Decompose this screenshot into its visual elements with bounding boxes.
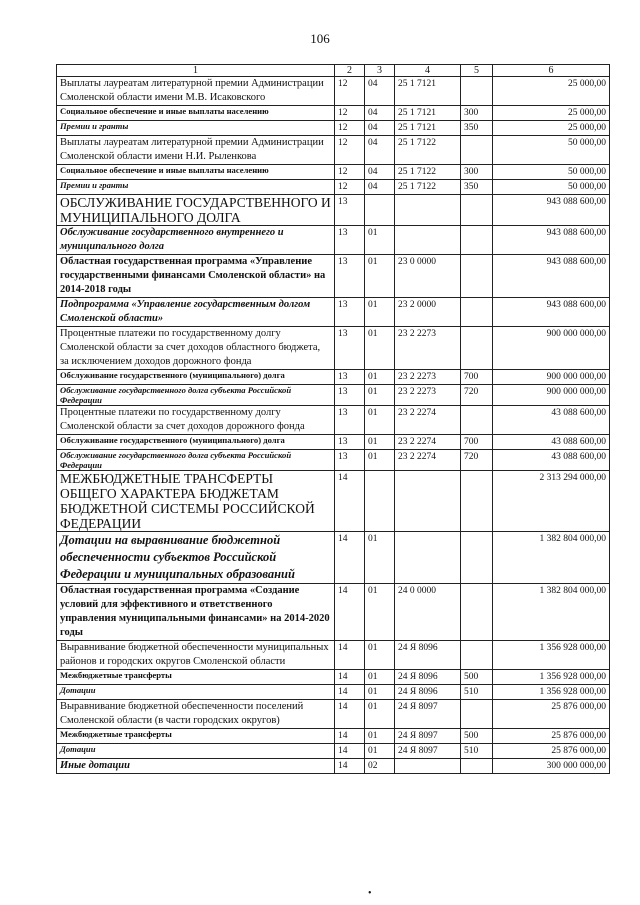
section-code-cell: 13 [335, 450, 365, 471]
target-article-cell [395, 471, 461, 532]
subsection-code-cell [365, 195, 395, 226]
expense-type-cell [461, 226, 493, 255]
budget-table [56, 64, 610, 774]
subsection-code-cell: 01 [365, 435, 395, 450]
target-article-cell: 25 1 7122 [395, 180, 461, 195]
column-header: 5 [461, 65, 493, 77]
subsection-code-cell: 04 [365, 165, 395, 180]
row-name-cell: Обслуживание государственного (муниципального) долга [57, 435, 335, 450]
expense-type-cell [461, 759, 493, 774]
amount-cell: 900 000 000,00 [493, 327, 610, 370]
section-code-cell: 13 [335, 370, 365, 385]
amount-cell: 943 088 600,00 [493, 226, 610, 255]
expense-type-cell [461, 255, 493, 298]
target-article-cell [395, 195, 461, 226]
target-article-cell: 25 1 7121 [395, 77, 461, 106]
section-code-cell: 14 [335, 641, 365, 670]
amount-cell: 943 088 600,00 [493, 195, 610, 226]
row-name-cell: Подпрограмма «Управление государственным долгом Смоленской области» [57, 298, 335, 327]
table-row [57, 471, 610, 532]
subsection-code-cell: 01 [365, 744, 395, 759]
section-code-cell: 14 [335, 670, 365, 685]
expense-type-cell: 510 [461, 744, 493, 759]
section-code-cell: 13 [335, 195, 365, 226]
row-name-cell: Социальное обеспечение и иные выплаты населению [57, 165, 335, 180]
target-article-cell: 24 Я 8096 [395, 685, 461, 700]
amount-cell: 900 000 000,00 [493, 370, 610, 385]
amount-cell: 50 000,00 [493, 180, 610, 195]
target-article-cell [395, 532, 461, 584]
expense-type-cell: 700 [461, 435, 493, 450]
footer-mark: • [368, 888, 372, 899]
expense-type-cell [461, 471, 493, 532]
subsection-code-cell: 02 [365, 759, 395, 774]
table-row [57, 77, 610, 106]
amount-cell: 50 000,00 [493, 136, 610, 165]
table-row [57, 136, 610, 165]
section-code-cell: 13 [335, 435, 365, 450]
table-row [57, 370, 610, 385]
row-name-cell: Областная государственная программа «Управление государственными финансами Смоленской области» на 2014-2018 годы [57, 255, 335, 298]
target-article-cell: 23 2 2274 [395, 450, 461, 471]
row-name-cell: Премии и гранты [57, 121, 335, 136]
expense-type-cell [461, 406, 493, 435]
expense-type-cell [461, 700, 493, 729]
table-row [57, 729, 610, 744]
subsection-code-cell: 04 [365, 121, 395, 136]
target-article-cell: 24 0 0000 [395, 584, 461, 641]
section-code-cell: 13 [335, 406, 365, 435]
column-header: 6 [493, 65, 610, 77]
section-code-cell: 13 [335, 385, 365, 406]
subsection-code-cell: 01 [365, 298, 395, 327]
amount-cell: 25 876 000,00 [493, 744, 610, 759]
expense-type-cell: 500 [461, 729, 493, 744]
target-article-cell: 25 1 7121 [395, 106, 461, 121]
target-article-cell: 23 2 2274 [395, 435, 461, 450]
expense-type-cell [461, 641, 493, 670]
amount-cell: 25 876 000,00 [493, 729, 610, 744]
table-row [57, 165, 610, 180]
expense-type-cell: 300 [461, 106, 493, 121]
expense-type-cell: 300 [461, 165, 493, 180]
amount-cell: 25 000,00 [493, 106, 610, 121]
amount-cell: 1 382 804 000,00 [493, 532, 610, 584]
table-row [57, 180, 610, 195]
table-row [57, 670, 610, 685]
subsection-code-cell: 01 [365, 729, 395, 744]
target-article-cell: 24 Я 8096 [395, 670, 461, 685]
row-name-cell: Областная государственная программа «Создание условий для эффективного и ответственного управления муниципальными финансами» на 2014-2020 годы [57, 584, 335, 641]
expense-type-cell: 720 [461, 450, 493, 471]
target-article-cell: 25 1 7122 [395, 136, 461, 165]
expense-type-cell: 500 [461, 670, 493, 685]
row-name-cell: Обслуживание государственного внутреннего и муниципального долга [57, 226, 335, 255]
section-code-cell: 12 [335, 165, 365, 180]
amount-cell: 943 088 600,00 [493, 298, 610, 327]
row-name-cell: Обслуживание государственного (муниципального) долга [57, 370, 335, 385]
row-name-cell: Процентные платежи по государственному долгу Смоленской области за счет доходов областного бюджета, за исключением доходов дорожного фонда [57, 327, 335, 370]
amount-cell: 25 000,00 [493, 77, 610, 106]
amount-cell: 300 000 000,00 [493, 759, 610, 774]
expense-type-cell: 350 [461, 121, 493, 136]
subsection-code-cell [365, 471, 395, 532]
target-article-cell: 25 1 7121 [395, 121, 461, 136]
amount-cell: 1 356 928 000,00 [493, 670, 610, 685]
amount-cell: 900 000 000,00 [493, 385, 610, 406]
table-row [57, 195, 610, 226]
row-name-cell: Межбюджетные трансферты [57, 729, 335, 744]
subsection-code-cell: 01 [365, 370, 395, 385]
row-name-cell: Выравнивание бюджетной обеспеченности муниципальных районов и городских округов Смоленской области [57, 641, 335, 670]
subsection-code-cell: 04 [365, 77, 395, 106]
subsection-code-cell: 01 [365, 584, 395, 641]
table-row [57, 298, 610, 327]
section-code-cell: 14 [335, 532, 365, 584]
target-article-cell: 23 2 0000 [395, 298, 461, 327]
expense-type-cell [461, 298, 493, 327]
column-header: 3 [365, 65, 395, 77]
subsection-code-cell: 04 [365, 106, 395, 121]
section-code-cell: 14 [335, 700, 365, 729]
table-row [57, 685, 610, 700]
table-row [57, 759, 610, 774]
section-code-cell: 14 [335, 744, 365, 759]
subsection-code-cell: 01 [365, 255, 395, 298]
section-code-cell: 12 [335, 121, 365, 136]
section-code-cell: 12 [335, 136, 365, 165]
row-name-cell: ОБСЛУЖИВАНИЕ ГОСУДАРСТВЕННОГО И МУНИЦИПАЛЬНОГО ДОЛГА [57, 195, 335, 226]
section-code-cell: 12 [335, 77, 365, 106]
row-name-cell: Социальное обеспечение и иные выплаты населению [57, 106, 335, 121]
subsection-code-cell: 01 [365, 670, 395, 685]
amount-cell: 1 356 928 000,00 [493, 685, 610, 700]
section-code-cell: 14 [335, 471, 365, 532]
amount-cell: 2 313 294 000,00 [493, 471, 610, 532]
row-name-cell: МЕЖБЮДЖЕТНЫЕ ТРАНСФЕРТЫ ОБЩЕГО ХАРАКТЕРА БЮДЖЕТАМ БЮДЖЕТНОЙ СИСТЕМЫ РОССИЙСКОЙ ФЕДЕРАЦИИ [57, 471, 335, 532]
expense-type-cell [461, 584, 493, 641]
section-code-cell: 14 [335, 685, 365, 700]
row-name-cell: Иные дотации [57, 759, 335, 774]
expense-type-cell [461, 77, 493, 106]
expense-type-cell [461, 195, 493, 226]
section-code-cell: 14 [335, 759, 365, 774]
target-article-cell: 25 1 7122 [395, 165, 461, 180]
table-row [57, 406, 610, 435]
amount-cell: 943 088 600,00 [493, 255, 610, 298]
amount-cell: 1 356 928 000,00 [493, 641, 610, 670]
subsection-code-cell: 01 [365, 700, 395, 729]
subsection-code-cell: 04 [365, 136, 395, 165]
section-code-cell: 14 [335, 584, 365, 641]
row-name-cell: Выравнивание бюджетной обеспеченности поселений Смоленской области (в части городских округов) [57, 700, 335, 729]
row-name-cell: Выплаты лауреатам литературной премии Администрации Смоленской области имени М.В. Исаковского [57, 77, 335, 106]
row-name-cell: Межбюджетные трансферты [57, 670, 335, 685]
section-code-cell: 13 [335, 327, 365, 370]
section-code-cell: 13 [335, 255, 365, 298]
table-row [57, 106, 610, 121]
target-article-cell [395, 226, 461, 255]
target-article-cell: 24 Я 8096 [395, 641, 461, 670]
table-row [57, 255, 610, 298]
amount-cell: 25 876 000,00 [493, 700, 610, 729]
row-name-cell: Выплаты лауреатам литературной премии Администрации Смоленской области имени Н.И. Рыленкова [57, 136, 335, 165]
table-row [57, 327, 610, 370]
table-row [57, 744, 610, 759]
section-code-cell: 12 [335, 106, 365, 121]
target-article-cell: 24 Я 8097 [395, 700, 461, 729]
subsection-code-cell: 01 [365, 226, 395, 255]
expense-type-cell: 350 [461, 180, 493, 195]
subsection-code-cell: 01 [365, 385, 395, 406]
column-header: 4 [395, 65, 461, 77]
expense-type-cell [461, 136, 493, 165]
subsection-code-cell: 01 [365, 641, 395, 670]
target-article-cell: 24 Я 8097 [395, 744, 461, 759]
target-article-cell: 23 2 2273 [395, 385, 461, 406]
target-article-cell: 23 2 2274 [395, 406, 461, 435]
subsection-code-cell: 04 [365, 180, 395, 195]
table-row [57, 700, 610, 729]
table-row [57, 435, 610, 450]
table-header-row [57, 65, 610, 77]
expense-type-cell [461, 532, 493, 584]
expense-type-cell: 720 [461, 385, 493, 406]
table-row [57, 450, 610, 471]
target-article-cell: 23 2 2273 [395, 370, 461, 385]
expense-type-cell: 510 [461, 685, 493, 700]
amount-cell: 50 000,00 [493, 165, 610, 180]
amount-cell: 43 088 600,00 [493, 450, 610, 471]
row-name-cell: Обслуживание государственного долга субъекта Российской Федерации [57, 385, 335, 406]
section-code-cell: 12 [335, 180, 365, 195]
amount-cell: 43 088 600,00 [493, 406, 610, 435]
row-name-cell: Дотации [57, 744, 335, 759]
row-name-cell: Дотации на выравнивание бюджетной обеспеченности субъектов Российской Федерации и муниципальных образований [57, 532, 335, 584]
subsection-code-cell: 01 [365, 327, 395, 370]
subsection-code-cell: 01 [365, 532, 395, 584]
subsection-code-cell: 01 [365, 685, 395, 700]
target-article-cell: 24 Я 8097 [395, 729, 461, 744]
section-code-cell: 13 [335, 226, 365, 255]
expense-type-cell: 700 [461, 370, 493, 385]
table-row [57, 121, 610, 136]
row-name-cell: Обслуживание государственного долга субъекта Российской Федерации [57, 450, 335, 471]
target-article-cell: 23 0 0000 [395, 255, 461, 298]
table-row [57, 584, 610, 641]
row-name-cell: Процентные платежи по государственному долгу Смоленской области за счет доходов дорожного фонда [57, 406, 335, 435]
target-article-cell [395, 759, 461, 774]
section-code-cell: 13 [335, 298, 365, 327]
page-number: 106 [310, 31, 330, 46]
table-row [57, 385, 610, 406]
amount-cell: 43 088 600,00 [493, 435, 610, 450]
table-row [57, 641, 610, 670]
table-row [57, 532, 610, 584]
row-name-cell: Премии и гранты [57, 180, 335, 195]
subsection-code-cell: 01 [365, 406, 395, 435]
amount-cell: 25 000,00 [493, 121, 610, 136]
column-header: 1 [57, 65, 335, 77]
section-code-cell: 14 [335, 729, 365, 744]
row-name-cell: Дотации [57, 685, 335, 700]
table-row [57, 226, 610, 255]
expense-type-cell [461, 327, 493, 370]
subsection-code-cell: 01 [365, 450, 395, 471]
target-article-cell: 23 2 2273 [395, 327, 461, 370]
amount-cell: 1 382 804 000,00 [493, 584, 610, 641]
column-header: 2 [335, 65, 365, 77]
